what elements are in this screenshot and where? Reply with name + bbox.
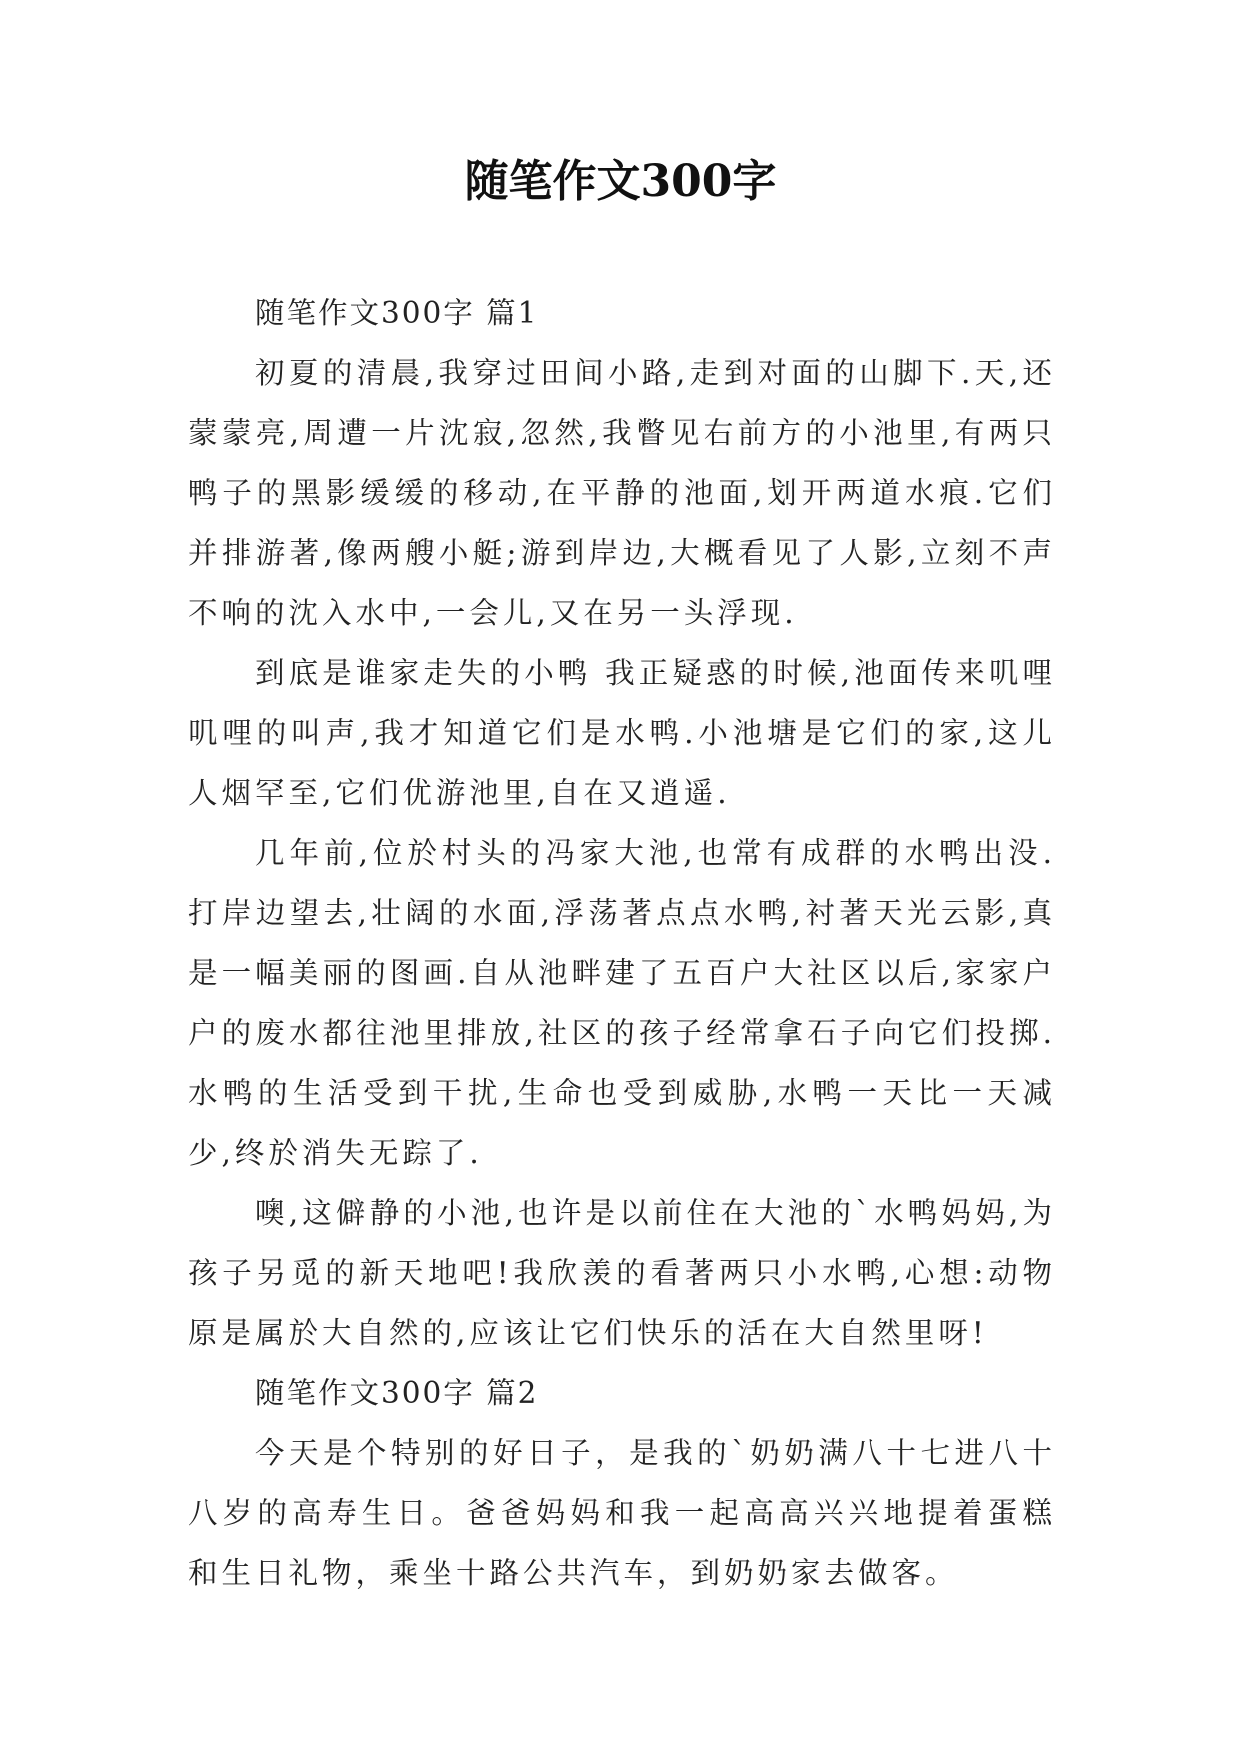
paragraph: 噢,这僻静的小池,也许是以前住在大池的`水鸭妈妈,为孩子另觅的新天地吧!我欣羡的看著两只小水鸭,心想:动物原是属於大自然的,应该让它们快乐的活在大自然里呀! [188, 1196, 1056, 1350]
section-heading: 随笔作文300字 篇1 [255, 296, 539, 330]
paragraph: 今天是个特别的好日子，是我的`奶奶满八十七进八十八岁的高寿生日。爸爸妈妈和我一起高高兴兴地提着蛋糕和生日礼物，乘坐十路公共汽车，到奶奶家去做客。 [188, 1436, 1056, 1590]
section-heading: 随笔作文300字 篇2 [255, 1376, 539, 1410]
document-body [188, 283, 1056, 1603]
paragraph: 几年前,位於村头的冯家大池,也常有成群的水鸭出没.打岸边望去,壮阔的水面,浮荡著点点水鸭,衬著天光云影,真是一幅美丽的图画.自从池畔建了五百户大社区以后,家家户户的废水都往池里排放,社区的孩子经常拿石子向它们投掷.水鸭的生活受到干扰,生命也受到威胁,水鸭一天比一天减少,终於消失无踪了. [188, 836, 1056, 1170]
paragraph: 到底是谁家走失的小鸭 我正疑惑的时候,池面传来叽哩叽哩的叫声,我才知道它们是水鸭.小池塘是它们的家,这儿人烟罕至,它们优游池里,自在又逍遥. [188, 656, 1056, 810]
document-title: 随笔作文300字 [464, 156, 777, 207]
paragraph: 初夏的清晨,我穿过田间小路,走到对面的山脚下.天,还蒙蒙亮,周遭一片沈寂,忽然,我瞥见右前方的小池里,有两只鸭子的黑影缓缓的移动,在平静的池面,划开两道水痕.它们并排游著,像两艘小艇;游到岸边,大概看见了人影,立刻不声不响的沈入水中,一会儿,又在另一头浮现. [188, 356, 1056, 630]
